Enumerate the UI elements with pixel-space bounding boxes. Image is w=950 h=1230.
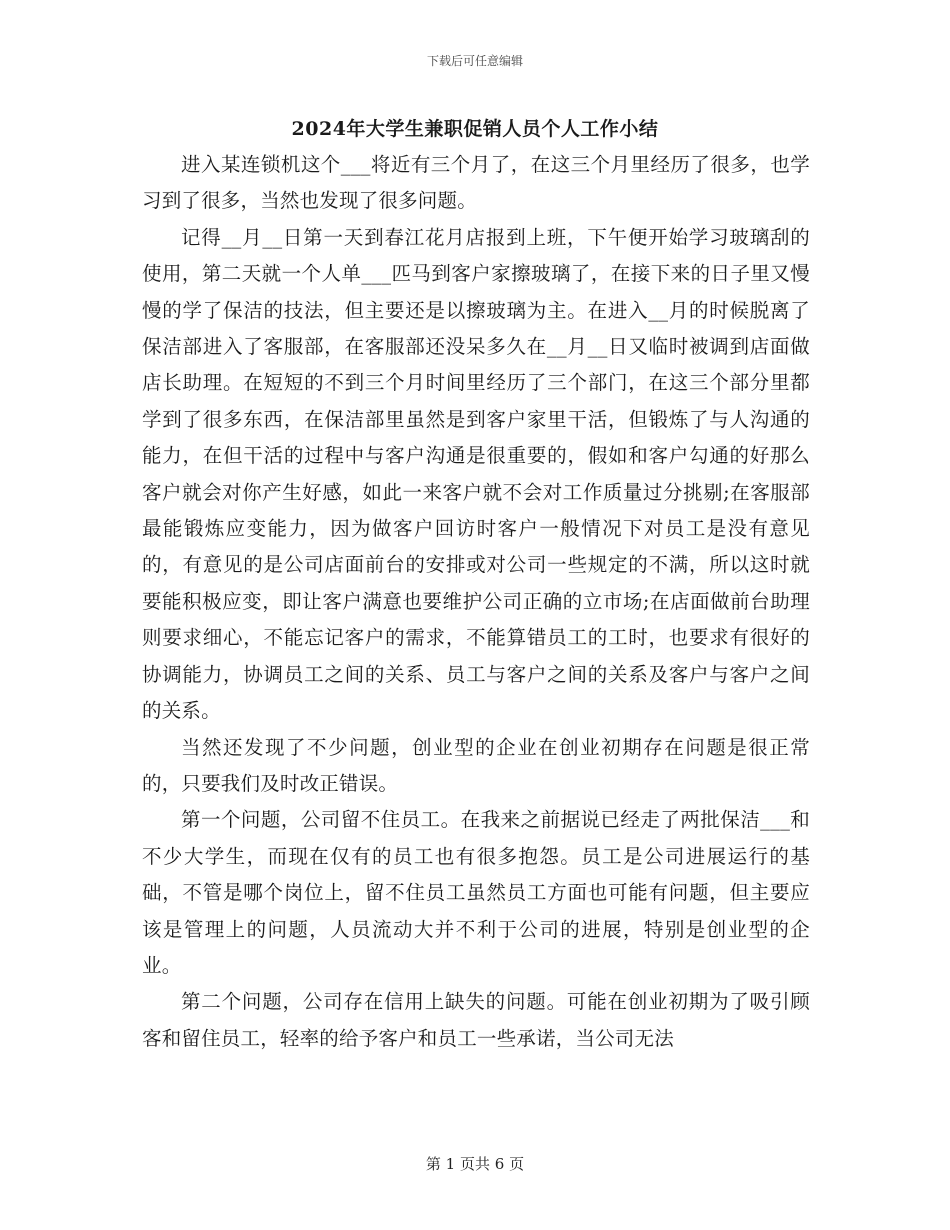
- header-note: 下载后可任意编辑: [426, 54, 523, 68]
- paragraph: 第一个问题，公司留不住员工。在我来之前据说已经走了两批保洁___和不少大学生，而现在仅有的员工也有很多抱怨。员工是公司进展运行的基础，不管是哪个岗位上，留不住员工虽然员工方面也可能有问题，但主要应该是管理上的问题，人员流动大并不利于公司的进展，特别是创业型的企业。: [142, 808, 810, 977]
- document-body: [142, 147, 810, 1057]
- paragraph: 记得__月__日第一天到春江花月店报到上班，下午便开始学习玻璃刮的使用，第二天就一个人单___匹马到客户家擦玻璃了，在接下来的日子里又慢慢的学了保洁的技法，但主要还是以擦玻璃为主。在进入__月的时候脱离了保洁部进入了客服部，在客服部还没呆多久在__月__日又临时被调到店面做店长助理。在短短的不到三个月时间里经历了三个部门，在这三个部分里都学到了很多东西，在保洁部里虽然是到客户家里干活，但锻炼了与人沟通的能力，在但干活的过程中与客户沟通是很重要的，假如和客户勾通的好那么客户就会对你产生好感，如此一来客户就不会对工作质量过分挑剔;在客服部最能锻炼应变能力，因为做客户回访时客户一般情况下对员工是没有意见的，有意见的是公司店面前台的安排或对公司一些规定的不满，所以这时就要能积极应变，即让客户满意也要维护公司正确的立市场;在店面做前台助理则要求细心，不能忘记客户的需求，不能算错员工的工时，也要求有很好的协调能力，协调员工之间的关系、员工与客户之间的关系及客户与客户之间的关系。: [142, 225, 810, 723]
- page-footer: 第 1 页共 6 页: [425, 1155, 525, 1173]
- paragraph: 进入某连锁机这个___将近有三个月了，在这三个月里经历了很多，也学习到了很多，当然也发现了很多问题。: [142, 153, 810, 213]
- paragraph: 当然还发现了不少问题，创业型的企业在创业初期存在问题是很正常的，只要我们及时改正错误。: [142, 735, 810, 795]
- paragraph: 第二个问题，公司存在信用上缺失的问题。可能在创业初期为了吸引顾客和留住员工，轻率的给予客户和员工一些承诺，当公司无法: [142, 990, 810, 1050]
- document-title: 2024年大学生兼职促销人员个人工作小结: [291, 118, 659, 140]
